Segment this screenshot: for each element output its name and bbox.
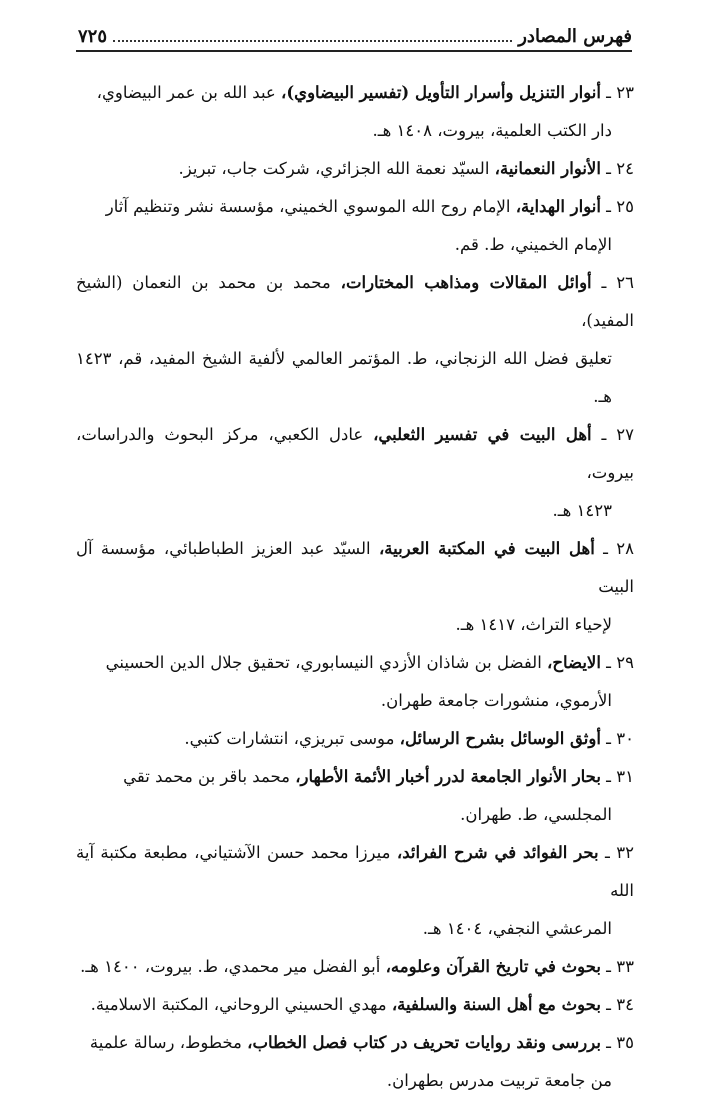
entry-details: موسى تبريزي، انتشارات كتبي. [184, 729, 400, 748]
entry-number: ٣٢ [616, 843, 635, 862]
bibliography-entry [76, 74, 634, 150]
entry-dash: ـ [591, 425, 617, 444]
bibliography-entry [76, 948, 634, 986]
entry-title: بحر الفوائد في شرح الفرائد، [396, 843, 599, 862]
entry-dash: ـ [600, 767, 617, 786]
entry-number: ٢٤ [616, 159, 634, 178]
entry-title: أهل البيت في تفسير الثعلبي، [373, 425, 592, 444]
entry-continuation: ١٤٢٣ هـ. [552, 501, 612, 520]
entry-title: أوثق الوسائل بشرح الرسائل، [399, 729, 601, 748]
entry-number: ٢٥ [616, 197, 634, 216]
entry-dash: ـ [600, 729, 617, 748]
entry-details: أبو الفضل مير محمدي، ط. بيروت، ١٤٠٠ هـ. [80, 957, 386, 976]
entry-title: أهل البيت في المكتبة العربية، [378, 539, 595, 558]
entry-number: ٣١ [616, 767, 634, 786]
entry-continuation: لإحياء التراث، ١٤١٧ هـ. [455, 615, 612, 634]
bibliography-entry [76, 188, 634, 264]
entry-dash: ـ [600, 957, 617, 976]
entry-continuation: من جامعة تربيت مدرس بطهران. [386, 1071, 612, 1090]
entry-title: بررسى ونقد روايات تحريف در كتاب فصل الخطاب، [247, 1033, 601, 1052]
entry-number: ٣٣ [616, 957, 634, 976]
entry-number: ٢٣ [616, 83, 634, 102]
entry-number: ٢٩ [616, 653, 634, 672]
entry-details: الإمام روح الله الموسوي الخميني، مؤسسة نشر وتنظيم آثار [105, 197, 516, 216]
entry-dash: ـ [600, 653, 617, 672]
entry-dash: ـ [600, 197, 617, 216]
entry-number: ٢٦ [616, 273, 634, 292]
entry-continuation: تعليق فضل الله الزنجاني، ط. المؤتمر العالمي لألفية الشيخ المفيد، قم، ١٤٢٣ هـ. [76, 349, 612, 406]
entry-continuation: الإمام الخميني، ط. قم. [454, 235, 612, 254]
entry-dash: ـ [600, 995, 617, 1014]
header-rule [76, 50, 632, 52]
entry-details: عبد الله بن عمر البيضاوي، [96, 83, 282, 102]
entry-title: بحوث في تاريخ القرآن وعلومه، [385, 957, 601, 976]
entry-title: أنوار التنزيل وأسرار التأويل (تفسير البيضاوي)، [281, 83, 601, 102]
entry-dash: ـ [600, 159, 617, 178]
entry-details: محمد بن محمد بن النعمان (الشيخ المفيد)، [76, 273, 634, 330]
bibliography-entry [76, 530, 634, 644]
entry-details: السيّد عبد العزيز الطباطبائي، مؤسسة آل البيت [76, 539, 634, 596]
bibliography-entry [76, 986, 634, 1024]
bibliography-entry [76, 150, 634, 188]
entry-details: مخطوط، رسالة علمية [89, 1033, 248, 1052]
bibliography-entry [76, 758, 634, 834]
bibliography-entry [76, 264, 634, 416]
entry-dash: ـ [591, 273, 617, 292]
entry-number: ٣٤ [616, 995, 634, 1014]
bibliography-entry [76, 644, 634, 720]
entry-title: أوائل المقالات ومذاهب المختارات، [340, 273, 592, 292]
bibliography-entry [76, 1024, 634, 1100]
page-header [78, 22, 632, 48]
header-title: فهرس المصادر [518, 26, 632, 47]
bibliography-entry [76, 834, 634, 948]
bibliography-list [76, 74, 634, 1100]
entry-details: عادل الكعبي، مركز البحوث والدراسات، بيروت، [76, 425, 634, 482]
bibliography-entry [76, 416, 634, 530]
bibliography-entry [76, 720, 634, 758]
entry-dash: ـ [594, 539, 617, 558]
header-dot-leader [113, 40, 512, 42]
entry-dash: ـ [600, 83, 617, 102]
entry-details: السيّد نعمة الله الجزائري، شركت جاب، تبريز. [178, 159, 495, 178]
entry-title: أنوار الهداية، [515, 197, 601, 216]
entry-title: الأنوار النعمانية، [494, 159, 601, 178]
entry-continuation: المرعشي النجفي، ١٤٠٤ هـ. [422, 919, 612, 938]
entry-details: ميرزا محمد حسن الآشتياني، مطبعة مكتبة آية الله [76, 843, 634, 900]
page-number: ٧٢٥ [78, 26, 108, 47]
entry-details: مهدي الحسيني الروحاني، المكتبة الاسلامية. [90, 995, 392, 1014]
entry-number: ٢٧ [616, 425, 634, 444]
entry-continuation: الأرموي، منشورات جامعة طهران. [380, 691, 612, 710]
entry-dash: ـ [598, 843, 617, 862]
entry-continuation: المجلسي، ط. طهران. [460, 805, 612, 824]
entry-details: محمد باقر بن محمد تقي [123, 767, 296, 786]
entry-number: ٢٨ [616, 539, 635, 558]
entry-title: الايضاح، [547, 653, 601, 672]
entry-number: ٣٥ [616, 1033, 634, 1052]
entry-continuation: دار الكتب العلمية، بيروت، ١٤٠٨ هـ. [372, 121, 612, 140]
entry-dash: ـ [600, 1033, 617, 1052]
entry-title: بحوث مع أهل السنة والسلفية، [391, 995, 601, 1014]
entry-details: الفضل بن شاذان الأزدي النيسابوري، تحقيق جلال الدين الحسيني [105, 653, 548, 672]
entry-number: ٣٠ [616, 729, 634, 748]
entry-title: بحار الأنوار الجامعة لدرر أخبار الأئمة الأطهار، [295, 767, 601, 786]
